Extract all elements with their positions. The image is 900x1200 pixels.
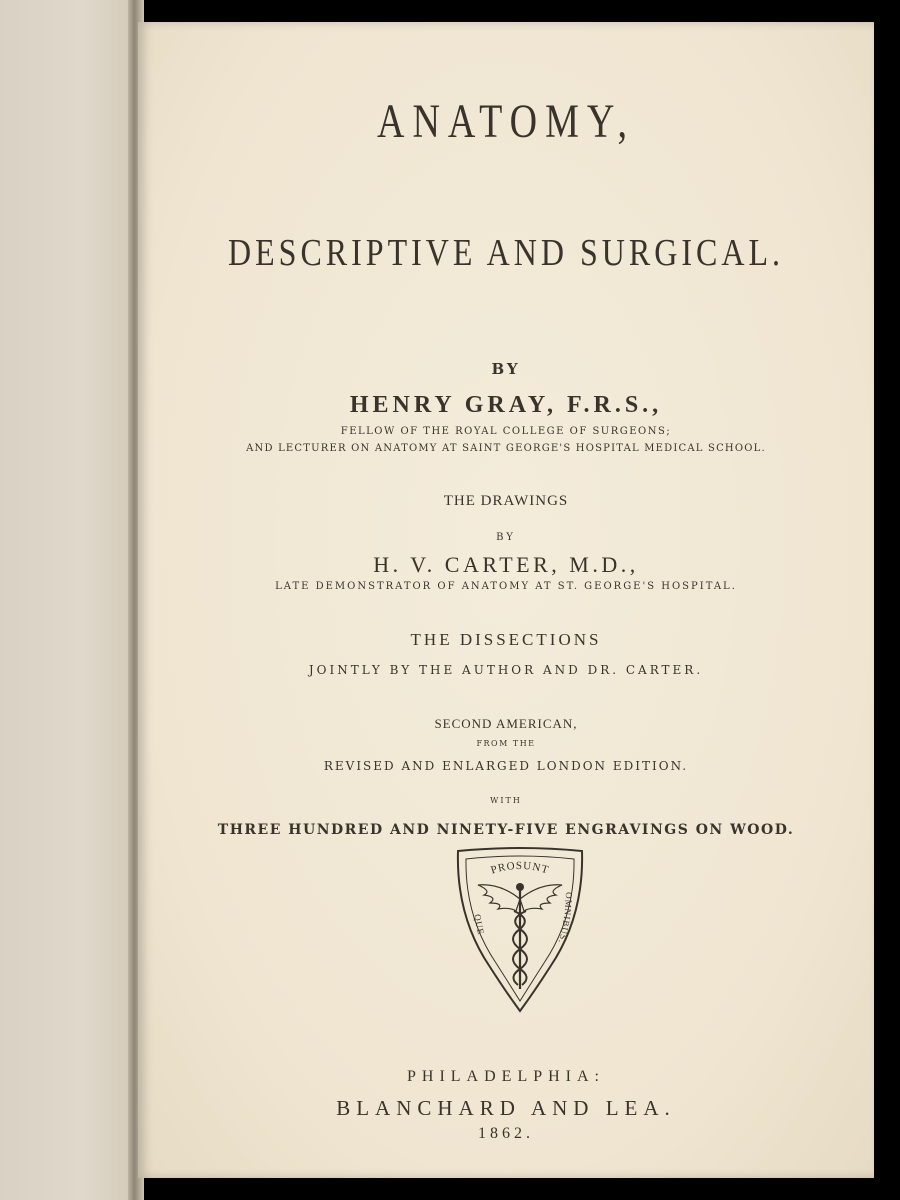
title-page [138, 22, 874, 1178]
dissections-heading: THE DISSECTIONS [410, 630, 602, 649]
svg-text:QUE [473, 914, 487, 937]
svg-text:OMNIBUS. [556, 892, 574, 945]
with-label: WITH [490, 796, 522, 805]
edition-from: FROM THE [476, 739, 536, 748]
book-title: ANATOMY, [377, 95, 635, 149]
emblem-motto-right: OMNIBUS. [556, 891, 574, 946]
illustrator-credit: LATE DEMONSTRATOR OF ANATOMY AT ST. GEORGE'S HOSPITAL. [275, 581, 737, 592]
by-label-2: BY [496, 532, 516, 543]
imprint-city: PHILADELPHIA: [407, 1068, 605, 1085]
by-label: BY [491, 360, 521, 378]
imprint-publisher: BLANCHARD AND LEA. [336, 1096, 676, 1120]
edition-source: REVISED AND ENLARGED LONDON EDITION. [323, 759, 689, 773]
dissections-credit: JOINTLY BY THE AUTHOR AND DR. CARTER. [308, 663, 704, 677]
engravings-line: THREE HUNDRED AND NINETY-FIVE ENGRAVINGS ON WOOD. [217, 822, 795, 838]
edition-line: SECOND AMERICAN, [434, 716, 578, 731]
author-credit-1: FELLOW OF THE ROYAL COLLEGE OF SURGEONS; [340, 426, 672, 437]
emblem-motto-top: PROSUNT [489, 859, 551, 877]
author-credit-2: AND LECTURER ON ANATOMY AT SAINT GEORGE'S HOSPITAL MEDICAL SCHOOL. [246, 443, 766, 454]
emblem-motto-left: QUE [472, 913, 487, 937]
author-name: HENRY GRAY, F.R.S., [349, 392, 663, 418]
drawings-heading: THE DRAWINGS [443, 493, 569, 509]
caduceus-shield-icon [454, 847, 586, 1015]
book-subtitle: DESCRIPTIVE AND SURGICAL. [227, 230, 785, 274]
left-page [0, 0, 140, 1200]
imprint-year: 1862. [478, 1125, 534, 1142]
illustrator-name: H. V. CARTER, M.D., [373, 552, 639, 577]
svg-text:PROSUNT [489, 860, 550, 877]
